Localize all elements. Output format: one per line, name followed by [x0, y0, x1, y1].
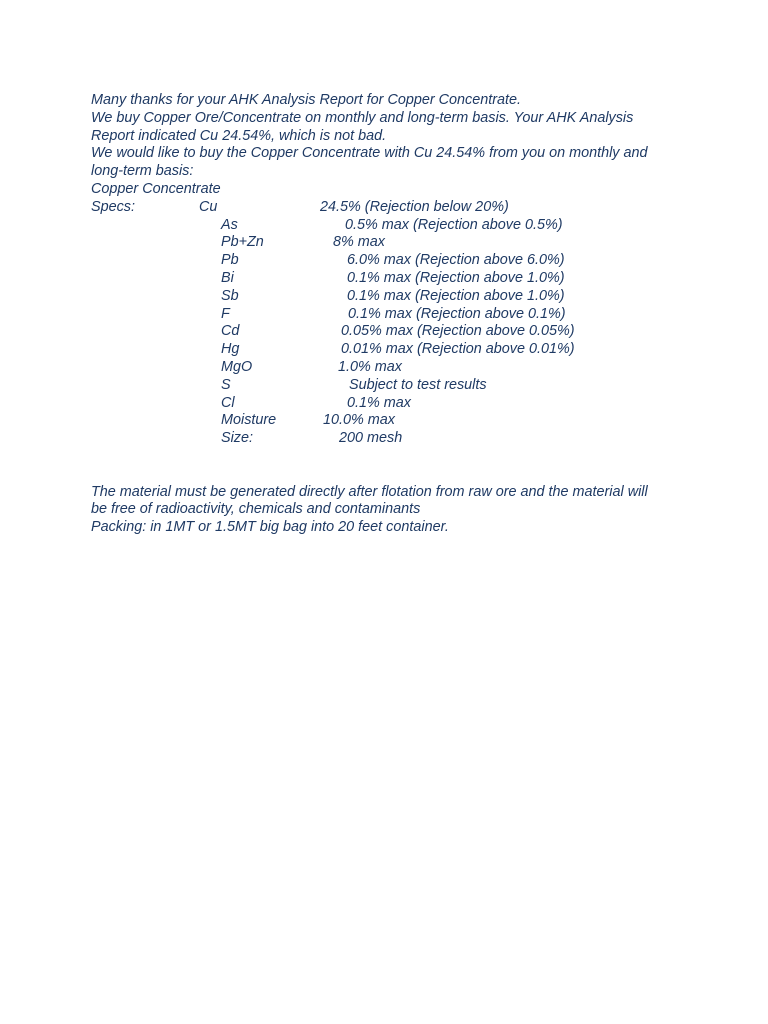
spec-value: 1.0% max: [338, 358, 402, 375]
spec-element: Moisture: [221, 412, 277, 429]
spec-value: 10.0% max: [323, 412, 395, 429]
intro-line-3: Report indicated Cu 24.54%, which is not bad.: [91, 127, 387, 144]
spec-element: As: [221, 216, 238, 233]
spec-value: 0.05% max (Rejection above 0.05%): [341, 323, 575, 340]
spec-row-size: [91, 430, 691, 448]
spec-element: Size:: [221, 430, 253, 447]
closing-line-1: The material must be generated directly after flotation from raw ore and the material will: [91, 483, 648, 500]
spec-row-as: [91, 217, 691, 235]
spec-element: S: [221, 376, 231, 393]
spec-row-hg: [91, 341, 691, 359]
spec-element: F: [221, 305, 230, 322]
specs-label: Specs:: [91, 198, 135, 215]
spec-value: Subject to test results: [349, 376, 487, 393]
spec-element: Pb+Zn: [221, 234, 264, 251]
product-name: Copper Concentrate: [91, 180, 221, 197]
spec-element: Cu: [199, 198, 218, 215]
letter-body: [91, 92, 691, 537]
spec-element: Bi: [221, 269, 234, 286]
closing-line-2: be free of radioactivity, chemicals and contaminants: [91, 501, 421, 518]
spec-value: 0.5% max (Rejection above 0.5%): [345, 216, 563, 233]
spec-value: 0.1% max (Rejection above 0.1%): [348, 305, 566, 322]
spec-value: 0.1% max: [347, 394, 411, 411]
spec-row-cl: [91, 395, 691, 413]
intro-line-2: We buy Copper Ore/Concentrate on monthly and long-term basis. Your AHK Analysis: [91, 109, 634, 126]
spec-value: 200 mesh: [339, 430, 403, 447]
intro-line-4: We would like to buy the Copper Concentrate with Cu 24.54% from you on monthly and: [91, 145, 648, 162]
intro-line-1: Many thanks for your AHK Analysis Report for Copper Concentrate.: [91, 92, 522, 108]
spec-row-bi: [91, 270, 691, 288]
spec-row-cu: [91, 199, 691, 217]
packing-line: Packing: in 1MT or 1.5MT big bag into 20 feet container.: [91, 519, 449, 536]
spec-element: Pb: [221, 252, 239, 269]
spec-value: 0.1% max (Rejection above 1.0%): [347, 287, 565, 304]
spec-element: MgO: [221, 358, 253, 375]
intro-line-5: long-term basis:: [91, 163, 194, 180]
spec-row-mgo: [91, 359, 691, 377]
spec-value: 24.5% (Rejection below 20%): [320, 198, 509, 215]
spec-value: 0.1% max (Rejection above 1.0%): [347, 269, 565, 286]
spec-value: 8% max: [333, 234, 385, 251]
spec-row-sb: [91, 288, 691, 306]
spec-element: Cl: [221, 394, 235, 411]
paragraph-spacer: [91, 448, 691, 484]
spec-element: Sb: [221, 287, 239, 304]
spec-row-pbzn: [91, 234, 691, 252]
spec-element: Hg: [221, 341, 240, 358]
spec-row-f: [91, 306, 691, 324]
spec-element: Cd: [221, 323, 240, 340]
spec-value: 6.0% max (Rejection above 6.0%): [347, 252, 565, 269]
spec-value: 0.01% max (Rejection above 0.01%): [341, 341, 575, 358]
spec-row-cd: [91, 323, 691, 341]
spec-row-s: [91, 377, 691, 395]
spec-row-pb: [91, 252, 691, 270]
spec-row-moisture: [91, 412, 691, 430]
